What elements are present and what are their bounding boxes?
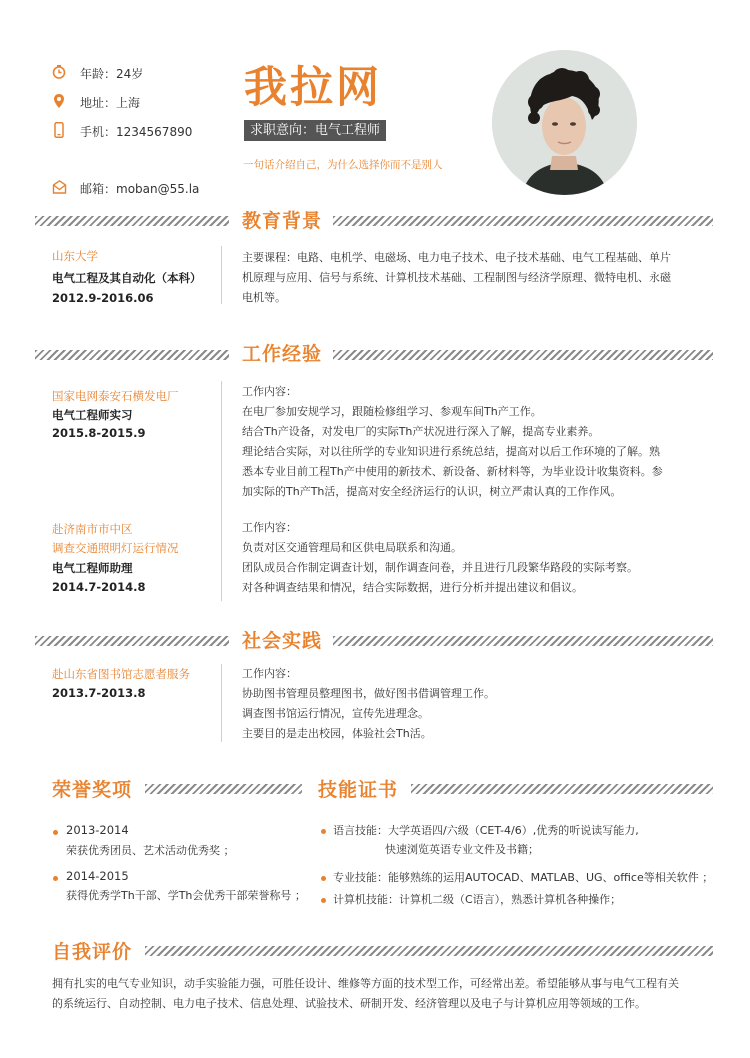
practice-description (242, 664, 692, 744)
practice-line: 调查图书馆运行情况，宣传先进理念。 (242, 707, 429, 720)
honor-desc: 获得优秀学Th干部、学Th会优秀干部荣誉称号 ； (66, 889, 306, 902)
job-description (242, 382, 692, 502)
honor-year: 2013-2014 (66, 823, 129, 837)
job-intent: 求职意向：电气工程师 (244, 120, 386, 141)
section-title-practice: 社会实践 (242, 630, 323, 652)
job-role: 电气工程师助理 (52, 561, 133, 575)
practice-line: 工作内容： (242, 667, 297, 680)
bullet-icon (53, 830, 58, 835)
practice-org: 赴山东省图书馆志愿者服务 (52, 667, 190, 681)
evaluation-text (52, 974, 712, 1014)
major: 电气工程及其自动化（本科） (52, 271, 202, 285)
column-divider (221, 664, 222, 742)
location-pin-icon (52, 93, 66, 109)
job-org: 赴济南市市中区 (52, 522, 133, 536)
section-divider (333, 350, 713, 360)
column-divider (221, 381, 222, 601)
job-line: 对各种调查结果和情况，结合实际数据，进行分析并提出建议和倡议。 (242, 581, 583, 594)
education-description (242, 248, 692, 308)
section-divider (333, 636, 713, 646)
job-line: 理论结合实际，对以往所学的专业知识进行系统总结，提高对以后工作环境的了解。熟 (242, 445, 660, 458)
mail-icon (52, 179, 67, 195)
job-org: 国家电网泰安石横发电厂 (52, 389, 179, 403)
job-line: 团队成员合作制定调查计划，制作调查问卷，并且进行几段繁华路段的实际考察。 (242, 561, 638, 574)
job-org-detail: 调查交通照明灯运行情况 (52, 541, 179, 555)
practice-line: 主要目的是走出校园，体验社会Th活。 (242, 727, 432, 740)
job-line: 负责对区交通管理局和区供电局联系和沟通。 (242, 541, 462, 554)
evaluation-line: 的系统运行、自动控制、电力电子技术、信息处理、试验技术、研制开发、经济管理以及电子与计算机应用等领域的工作。 (52, 997, 646, 1010)
section-divider (35, 350, 229, 360)
candidate-name: 我拉网 (244, 63, 382, 113)
section-title-education: 教育背景 (242, 210, 323, 232)
honor-year: 2014-2015 (66, 869, 129, 883)
bullet-icon (321, 876, 326, 881)
section-title-skills: 技能证书 (318, 779, 399, 801)
phone-text: 手机：1234567890 (80, 125, 193, 139)
email-text: 邮箱：moban@55.la (80, 182, 200, 196)
mobile-phone-icon (52, 122, 66, 138)
section-divider (333, 216, 713, 226)
skill-line-cont: 快速浏览英语专业文件及书籍； (385, 843, 539, 856)
skill-line: 专业技能：能够熟练的运用AUTOCAD、MATLAB、UG、office等相关软件 ； (333, 871, 714, 884)
section-divider (35, 636, 229, 646)
skill-line: 语言技能：大学英语四/六级（CET-4/6）,优秀的听说读写能力, (333, 824, 639, 837)
education-line: 机原理与应用、信号与系统、计算机技术基础、工程制图与经济学原理、微特电机、永磁 (242, 271, 671, 284)
honor-desc: 荣获优秀团员、艺术活动优秀奖 ； (66, 844, 235, 857)
job-line: 工作内容： (242, 521, 297, 534)
avatar (492, 50, 637, 195)
section-title-honors: 荣誉奖项 (52, 779, 133, 801)
bullet-icon (321, 829, 326, 834)
skill-line: 计算机技能：计算机二级（C语言），熟悉计算机各种操作； (333, 893, 622, 906)
section-divider (145, 946, 713, 956)
practice-line: 协助图书管理员整理图书，做好图书借调管理工作。 (242, 687, 495, 700)
section-divider (145, 784, 302, 794)
job-line: 工作内容： (242, 385, 297, 398)
education-line: 电机等。 (242, 291, 286, 304)
address-text: 地址：上海 (80, 96, 141, 110)
bullet-icon (321, 898, 326, 903)
job-line: 加实际的Th产Th活，提高对安全经济运行的认识，树立严肃认真的工作作风。 (242, 485, 622, 498)
school-name: 山东大学 (52, 249, 98, 263)
practice-date: 2013.7-2013.8 (52, 686, 146, 700)
job-line: 结合Th产设备，对发电厂的实际Th产状况进行深入了解，提高专业素养。 (242, 425, 600, 438)
section-title-evaluation: 自我评价 (52, 941, 133, 963)
section-title-work: 工作经验 (242, 343, 323, 365)
column-divider (221, 246, 222, 304)
age-text: 年龄：24岁 (80, 67, 144, 81)
section-divider (35, 216, 229, 226)
job-description (242, 518, 692, 598)
clock-icon (52, 64, 66, 80)
section-divider (411, 784, 713, 794)
evaluation-line: 拥有扎实的电气专业知识，动手实验能力强，可胜任设计、维修等方面的技术型工作，可经常出差。希望能够从事与电气工程有关 (52, 977, 679, 990)
job-line: 在电厂参加安规学习，跟随检修组学习、参观车间Th产工作。 (242, 405, 542, 418)
portrait-image (492, 50, 637, 195)
job-role: 电气工程师实习 (52, 408, 133, 422)
job-date: 2014.7-2014.8 (52, 580, 146, 594)
self-intro-slogan: 一句话介绍自己，为什么选择你而不是别人 (243, 159, 443, 171)
job-date: 2015.8-2015.9 (52, 426, 146, 440)
education-date: 2012.9-2016.06 (52, 291, 154, 305)
bullet-icon (53, 876, 58, 881)
job-line: 悉本专业目前工程Th产中使用的新技术、新设备、新材料等，为毕业设计收集资料。参 (242, 465, 663, 478)
education-line: 主要课程：电路、电机学、电磁场、电力电子技术、电子技术基础、电气工程基础、单片 (242, 251, 671, 264)
